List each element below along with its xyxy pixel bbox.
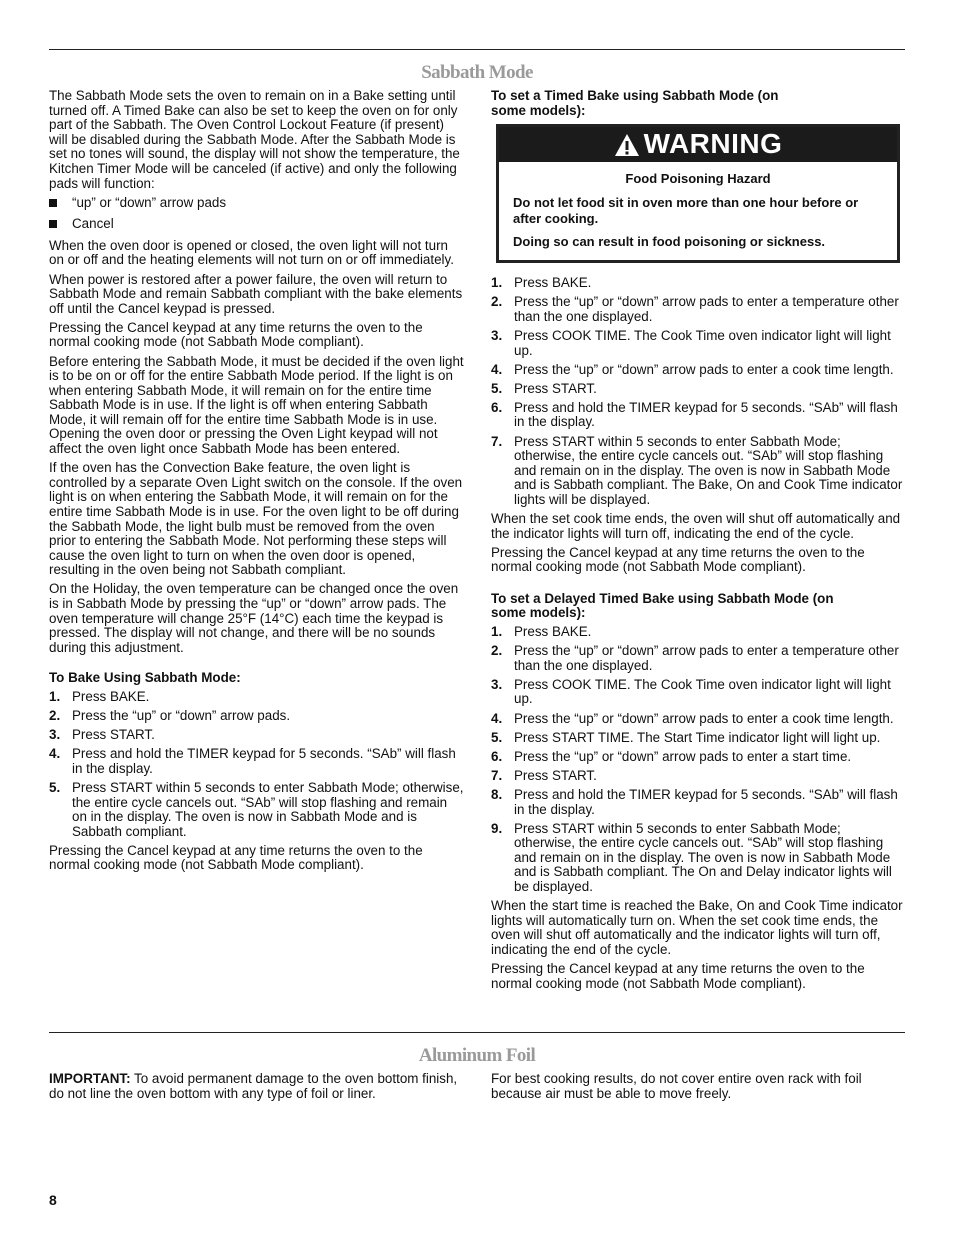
list-item: 4. Press and hold the TIMER keypad for 5 seconds. “SAb” will flash in the display. [49, 746, 456, 776]
list-item: 2. Press the “up” or “down” arrow pads to enter a temperature other than the one displayed. [491, 294, 899, 324]
important-label: IMPORTANT: [49, 1071, 131, 1086]
paragraph: Pressing the Cancel keypad at any time returns the oven to the normal cooking mode (not Sabbath Mode compliant). [49, 842, 423, 873]
warning-text: Do not let food sit in oven more than one hour before or after cooking. [513, 195, 859, 227]
list-item: 5. Press START. [491, 380, 597, 396]
function-pad-list [49, 196, 464, 232]
top-rule [49, 49, 905, 50]
list-item: 2. Press the “up” or “down” arrow pads to enter a temperature other than the one displayed. [491, 643, 899, 673]
delayed-bake-steps [491, 625, 905, 895]
list-item: 3. Press COOK TIME. The Cook Time oven indicator light will light up. [491, 327, 891, 358]
list-item: 1. Press BAKE. [491, 624, 592, 640]
list-item: 4. Press the “up” or “down” arrow pads to enter a cook time length. [491, 361, 894, 377]
paragraph: When the set cook time ends, the oven will shut off automatically and the indicator lights will turn off, indicating the end of the cycle. [491, 511, 901, 541]
paragraph: On the Holiday, the oven temperature can be changed once the oven is in Sabbath Mode by pressing the “up” or “down” arrow pads. The oven temperature will change 25°F (14°C) each time the keypad is pressed. The display will not change, and there will be no sounds during this adjustment. [49, 581, 459, 655]
warning-body [499, 162, 897, 260]
important-paragraph [49, 1072, 464, 1101]
list-item: 8. Press and hold the TIMER keypad for 5 seconds. “SAb” will flash in the display. [491, 786, 898, 817]
intro-paragraph: The Sabbath Mode sets the oven to remain on in a Bake setting until turned off. A Timed Bake can also be set to keep the oven on for only part of the Sabbath. The Oven Control Lockout Feature (if present) will be disabled during the Sabbath Mode. After the Sabbath Mode is set no tones will sound, the display will not show the temperature, the Kitchen Timer Mode will be canceled (if active) and only the following pads will function: [49, 88, 460, 191]
hazard-label: Food Poisoning Hazard [625, 171, 771, 187]
list-item: 1. Press BAKE. [49, 688, 150, 704]
list-item: 1. Press BAKE. [491, 275, 592, 291]
list-item: 3. Press COOK TIME. The Cook Time oven indicator light will light up. [491, 676, 891, 707]
list-item: 7. Press START within 5 seconds to enter Sabbath Mode; otherwise, the entire cycle cancels out. “SAb” will stop flashing and remain on in the display. The oven is now in Sabbath Mode and is Sabbath compliant. The Bake, On and Cook Time indicator lights will be displayed. [491, 433, 903, 507]
list-item: 6. Press and hold the TIMER keypad for 5 seconds. “SAb” will flash in the display. [491, 399, 898, 430]
left-column [49, 89, 464, 878]
section-title-foil: Aluminum Foil [418, 1045, 536, 1066]
warning-title: WARNING [643, 128, 783, 160]
bullet-square-icon [49, 199, 57, 207]
timed-bake-heading: To set a Timed Bake using Sabbath Mode (on some models): [491, 88, 779, 118]
warning-box [496, 124, 900, 263]
warning-triangle-icon [614, 133, 640, 157]
warning-header [499, 127, 897, 162]
paragraph: When the oven door is opened or closed, the oven light will not turn on or off and the heating elements will not turn on or off immediately. [49, 237, 454, 268]
bake-heading: To Bake Using Sabbath Mode: [49, 670, 241, 686]
paragraph: If the oven has the Convection Bake feature, the oven light is controlled by a separate Oven Light switch on the console. If the oven light is on when entering the Sabbath Mode, it will remain on for the entire time Sabbath Mode is in use. For the oven light to be off during the Sabbath Mode, the light bulb must be removed from the oven prior to entering the Sabbath Mode. Not performing these steps will cause the oven light to turn on when the oven door is opened, resulting in the oven being not Sabbath compliant. [49, 460, 463, 578]
list-item: 4. Press the “up” or “down” arrow pads to enter a cook time length. [491, 710, 894, 726]
important-text: To avoid permanent damage to the oven bottom finish, do not line the oven bottom with any type of foil or liner. [49, 1071, 458, 1101]
section-title-sabbath: Sabbath Mode [421, 62, 533, 83]
warning-text: Doing so can result in food poisoning or sickness. [513, 234, 826, 250]
list-item: Cancel [49, 217, 464, 232]
paragraph: Pressing the Cancel keypad at any time returns the oven to the normal cooking mode (not Sabbath Mode compliant). [49, 319, 423, 350]
list-item: 5. Press START TIME. The Start Time indicator light will light up. [491, 729, 881, 745]
foil-right-column [491, 1072, 905, 1106]
list-item: 5. Press START within 5 seconds to enter Sabbath Mode; otherwise, the entire cycle cancels out. “SAb” will stop flashing and remain on in the display. The oven is now in Sabbath Mode and is Sabbath compliant. [49, 779, 464, 839]
paragraph: Pressing the Cancel keypad at any time returns the oven to the normal cooking mode (not Sabbath Mode compliant). [491, 544, 865, 575]
paragraph: When the start time is reached the Bake, On and Cook Time indicator lights will automatically turn on. When the set cook time ends, the oven will shut off automatically and the indicator lights will turn off, indicating the end of the cycle. [491, 898, 903, 957]
foil-left-column [49, 1072, 464, 1106]
bake-steps [49, 690, 464, 839]
bullet-square-icon [49, 220, 57, 228]
list-item: 7. Press START. [491, 767, 597, 783]
list-item: 9. Press START within 5 seconds to enter Sabbath Mode; otherwise, the entire cycle cancels out. “SAb” will stop flashing and remain on in the display. The oven is now in Sabbath Mode and is Sabbath compliant. The On and Delay indicator lights will be displayed. [491, 820, 892, 894]
list-item: “up” or “down” arrow pads [49, 196, 464, 211]
paragraph: Pressing the Cancel keypad at any time returns the oven to the normal cooking mode (not Sabbath Mode compliant). [491, 960, 865, 991]
right-column [491, 89, 905, 996]
list-item: 2. Press the “up” or “down” arrow pads. [49, 708, 291, 724]
list-item: 3. Press START. [49, 727, 155, 743]
page-number: 8 [49, 1192, 57, 1208]
delayed-bake-heading: To set a Delayed Timed Bake using Sabbath Mode (on some models): [491, 590, 834, 621]
paragraph: Before entering the Sabbath Mode, it must be decided if the oven light is to be on or off for the entire Sabbath Mode period. If the light is on when entering Sabbath Mode, it will remain on for the entire time Sabbath Mode is in use. If the light is off when entering Sabbath Mode, it will remain off for the entire time Sabbath Mode is in use. Opening the oven door or pressing the Oven Light keypad will not affect the oven light once Sabbath Mode has been entered. [49, 353, 464, 457]
middle-rule [49, 1032, 905, 1033]
list-item: 6. Press the “up” or “down” arrow pads to enter a start time. [491, 748, 852, 764]
paragraph: For best cooking results, do not cover entire oven rack with foil because air must be able to move freely. [491, 1071, 862, 1101]
paragraph: When power is restored after a power failure, the oven will return to Sabbath Mode and remain Sabbath compliant with the bake elements off until the Cancel keypad is pressed. [49, 271, 463, 316]
timed-bake-steps [491, 276, 905, 507]
